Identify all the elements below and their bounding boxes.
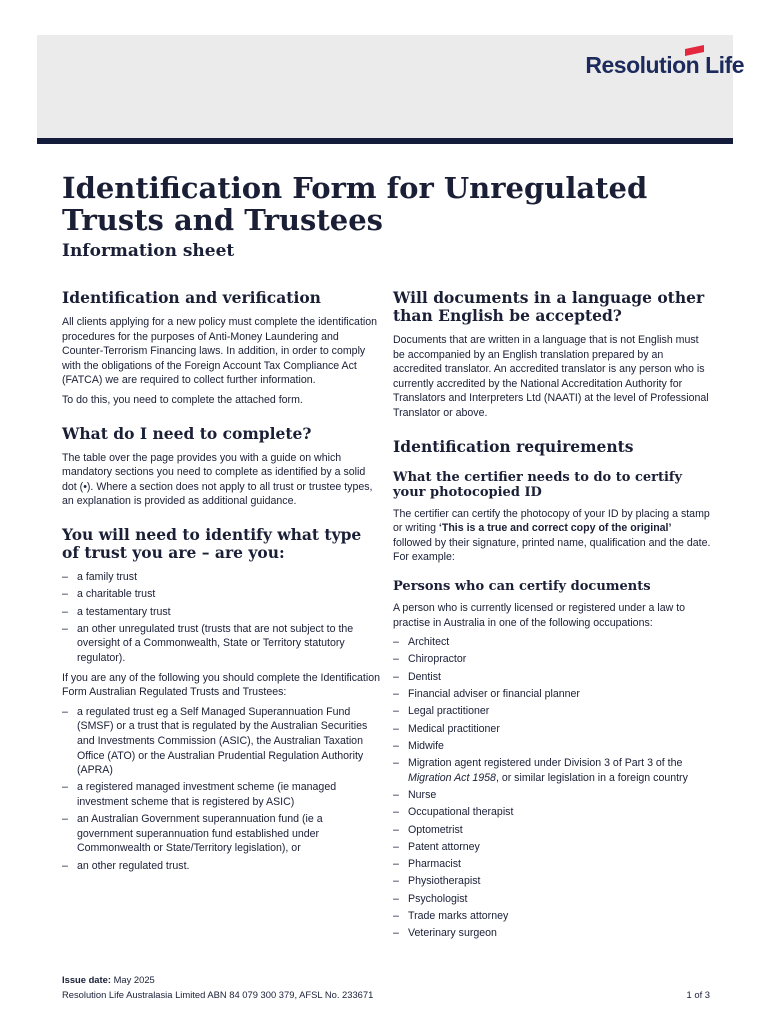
list-item: – Architect [393,635,711,650]
list-item: – a family trust [62,570,380,585]
paragraph: The certifier can certify the photocopy of your ID by placing a stamp or writing ‘This is a true and correct copy of the original’ followed by their signature, printed name, qualification and the date. For example: [393,507,711,564]
footer [62,972,710,1002]
list-item: – Chiropractor [393,652,711,667]
header-rule [37,138,733,144]
issue-date: Issue date: May 2025 [62,974,155,985]
list-item: – Psychologist [393,892,711,907]
section-identification [62,289,380,408]
company-details: Resolution Life Australasia Limited ABN 84 079 300 379, AFSL No. 233671 [62,989,374,1000]
subsection-heading: Persons who can certify documents [393,578,651,594]
page-subtitle: Information sheet [62,241,235,261]
section-heading: What do I need to complete? [62,423,312,443]
occupation-list [393,635,711,941]
right-column [393,289,711,958]
list-item: – Optometrist [393,823,711,838]
page-number: 1 of 3 [686,989,710,1000]
list-item: – a regulated trust eg a Self Managed Superannuation Fund (SMSF) or a trust that is regulated by the Australian Securities and Investments Commission (ASIC), the Australian Taxation Office (ATO) or the Australian Prudential Regulation Authority (APRA) [62,705,380,778]
regulated-trust-list [62,705,380,874]
subsection-heading: What the certifier needs to do to certify your photocopied ID [393,469,683,500]
list-item: – a testamentary trust [62,605,380,620]
list-item: – Nurse [393,788,711,803]
list-item: – a charitable trust [62,587,380,602]
section-what-to-complete [62,425,380,509]
section-language [393,289,711,421]
list-item: – Trade marks attorney [393,909,711,924]
list-item: – a registered managed investment scheme (ie managed investment scheme that is registered by ASIC) [62,780,380,809]
list-item: – Veterinary surgeon [393,926,711,941]
paragraph: To do this, you need to complete the attached form. [62,393,303,406]
logo: Resolution Life [585,52,744,78]
list-item: – Physiotherapist [393,874,711,889]
paragraph: The table over the page provides you with a guide on which mandatory sections you need to complete as identified by a solid dot (•). Where a section does not apply to all trust or trustee types, an explanation is provided as additional guidance. [62,451,373,508]
list-item: – Midwife [393,739,711,754]
section-heading: You will need to identify what type of trust you are – are you: [62,524,362,562]
paragraph: If you are any of the following you should complete the Identification Form Australian Regulated Trusts and Trustees: [62,671,381,699]
section-heading: Will documents in a language other than English be accepted? [393,288,705,325]
left-column [62,289,380,890]
paragraph: All clients applying for a new policy must complete the identification procedures for the purposes of Anti-Money Laundering and Counter-Terrorism Financing laws. In addition, in order to comply with the obligations of the Foreign Account Tax Compliance Act (FATCA) we are required to collect further information. [62,316,378,387]
paragraph: Documents that are written in a language that is not English must be accompanied by an English translation prepared by an accredited translator. An accredited translator is any person who is currently accredited by the National Accreditation Authority for Translators and Interpreters Ltd (NAATI) at the level of Professional Translator or above. [393,334,709,419]
list-item: – Medical practitioner [393,722,711,737]
trust-type-list [62,570,380,666]
list-item: – Dentist [393,670,711,685]
list-item: – Migration agent registered under Division 3 of Part 3 of the Migration Act 1958, or similar legislation in a foreign country [393,756,711,785]
section-trust-type [62,526,380,873]
list-item: – an Australian Government superannuation fund (ie a government superannuation fund established under Commonwealth or State/Territory legislation), or [62,812,380,856]
list-item: – Occupational therapist [393,805,711,820]
header-band [37,35,733,138]
list-item: – an other unregulated trust (trusts that are not subject to the oversight of a Commonwealth, State or Territory statutory regulator). [62,622,380,666]
certify-phrase: ‘This is a true and correct copy of the original’ [438,522,672,535]
section-heading: Identification and verification [62,288,321,307]
section-id-requirements [393,438,711,941]
page-title: Identification Form for Unregulated Trusts and Trustees [62,171,648,237]
list-item: – Financial adviser or financial planner [393,687,711,702]
list-item: – Legal practitioner [393,704,711,719]
list-item: – an other regulated trust. [62,859,380,874]
list-item: – Pharmacist [393,857,711,872]
paragraph: A person who is currently licensed or registered under a law to practise in Australia in one of the following occupations: [393,601,686,629]
list-item: – Patent attorney [393,840,711,855]
section-heading: Identification requirements [393,436,634,456]
